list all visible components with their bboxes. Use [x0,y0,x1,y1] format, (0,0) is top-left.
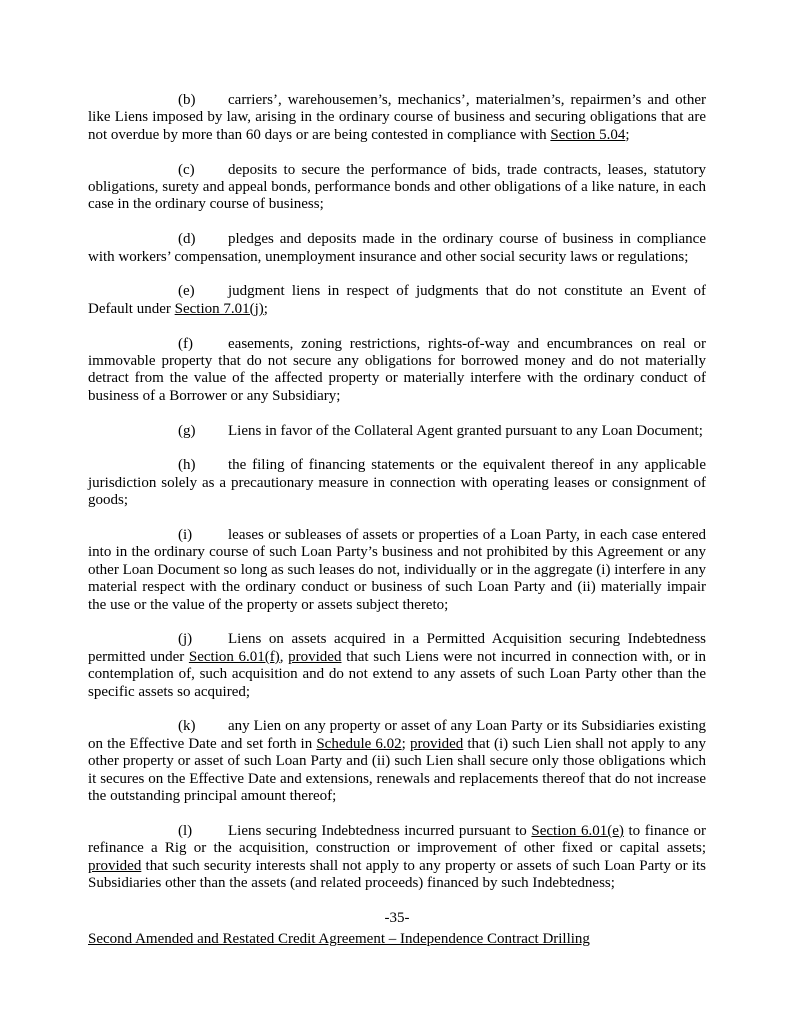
paragraph-j [88,631,706,701]
paragraph-label-d: (d) [178,231,196,248]
paragraph-text: deposits to secure the performance of bids, trade contracts, leases, statutory obligations, surety and appeal bonds, performance bonds and other obligations of a like nature, in each case in the ordinary course of business; [88,161,706,213]
paragraph-text: that such security interests shall not apply to any property or assets of such Loan Party or its Subsidiaries other than the assets (and related proceeds) financed by such Indebtedness; [88,857,706,892]
paragraph-text: Liens securing Indebtedness incurred pursuant to [228,822,532,839]
paragraph-label-l: (l) [178,822,193,839]
paragraph-text: that such Liens were not incurred in connection with, or in contemplation of, such acquisition and do not extend to any assets of such Loan Party other than the specific assets so acquired; [88,648,707,700]
paragraph-text: ; [263,300,268,317]
paragraph-g [88,423,706,440]
paragraph-text: ; [401,735,410,752]
cross-reference: Section 7.01(j) [174,300,264,317]
paragraph-label-i: (i) [178,527,193,544]
paragraph-text: easements, zoning restrictions, rights-of-way and encumbrances on real or immovable property that do not secure any obligations for borrowed money and do not materially detract from the value of the affected property or materially interfere with the ordinary conduct of business of a Borrower or any Subsidiary; [88,335,706,404]
paragraph-text: pledges and deposits made in the ordinary course of business in compliance with workers’ compensation, unemployment insurance and other social security laws or regulations; [88,231,706,265]
paragraph-text: judgment liens in respect of judgments that do not constitute an Event of Default under [88,283,706,317]
cross-reference: Section 6.01(e) [531,822,624,839]
paragraph-f [88,336,706,406]
cross-reference: provided [409,735,464,752]
paragraph-label-b: (b) [178,92,196,108]
paragraph-label-g: (g) [178,422,196,439]
footer-text: Second Amended and Restated Credit Agreement – Independence Contract Drilling [88,931,590,948]
paragraph-label-k: (k) [178,718,196,735]
paragraph-label-f: (f) [178,335,193,352]
page-number: -35- [384,909,410,926]
paragraph-text: that (i) such Lien shall not apply to any other property or asset of such Loan Party and (ii) such Lien shall secure only those obligations which it secures on the Effective Date and extensions, renewals and replacements thereof that do not increase the outstanding principal amount thereof; [88,735,707,805]
paragraph-text: to finance or refinance a Rig or the acquisition, construction or improvement of other fixed or capital assets; [88,822,707,857]
paragraph-label-c: (c) [178,161,195,178]
paragraph-i [88,527,706,614]
paragraph-l [88,823,706,893]
paragraph-text: , [279,648,289,665]
cross-reference: provided [288,648,342,665]
paragraph-d [88,231,706,266]
paragraph-e [88,283,706,318]
cross-reference: Schedule 6.02 [316,735,402,752]
paragraph-text: any Lien on any property or asset of any Loan Party or its Subsidiaries existing on the Effective Date and set forth in [88,718,706,752]
paragraph-text: ; [625,126,630,143]
paragraph-text: carriers’, warehousemen’s, mechanics’, materialmen’s, repairmen’s and other like Liens imposed by law, arising in the ordinary course of business and securing obligations that are not overdue by more than 60 days or are being contested in compliance with [88,92,706,143]
paragraph-h [88,457,706,509]
cross-reference: Section 6.01(f) [188,648,280,665]
paragraph-label-e: (e) [178,283,195,300]
paragraph-c [88,162,706,214]
paragraph-label-j: (j) [178,631,193,648]
cross-reference: Section 5.04 [550,126,626,143]
document-body [88,92,706,949]
footer [88,931,706,948]
paragraph-k [88,718,706,805]
paragraph-text: the filing of financing statements or the equivalent thereof in any applicable jurisdiction solely as a precautionary measure in connection with operating leases or consignment of goods; [88,457,706,509]
paragraph-b [88,92,706,144]
paragraph-text: Liens on assets acquired in a Permitted Acquisition securing Indebtedness permitted under [88,631,706,665]
paragraph-list [88,92,706,893]
cross-reference: provided [88,857,142,874]
paragraph-label-h: (h) [178,457,196,474]
paragraph-text: leases or subleases of assets or properties of a Loan Party, in each case entered into in the ordinary course of such Loan Party’s business and not prohibited by this Agreement or any other Loan Document so long as such leases do not, individually or in the aggregate (i) interfere in any material respect with the ordinary conduct or business of such Loan Party and (ii) materially impair the use or the value of the property or assets subject thereto; [88,527,706,613]
paragraph-text: Liens in favor of the Collateral Agent granted pursuant to any Loan Document; [228,422,703,439]
